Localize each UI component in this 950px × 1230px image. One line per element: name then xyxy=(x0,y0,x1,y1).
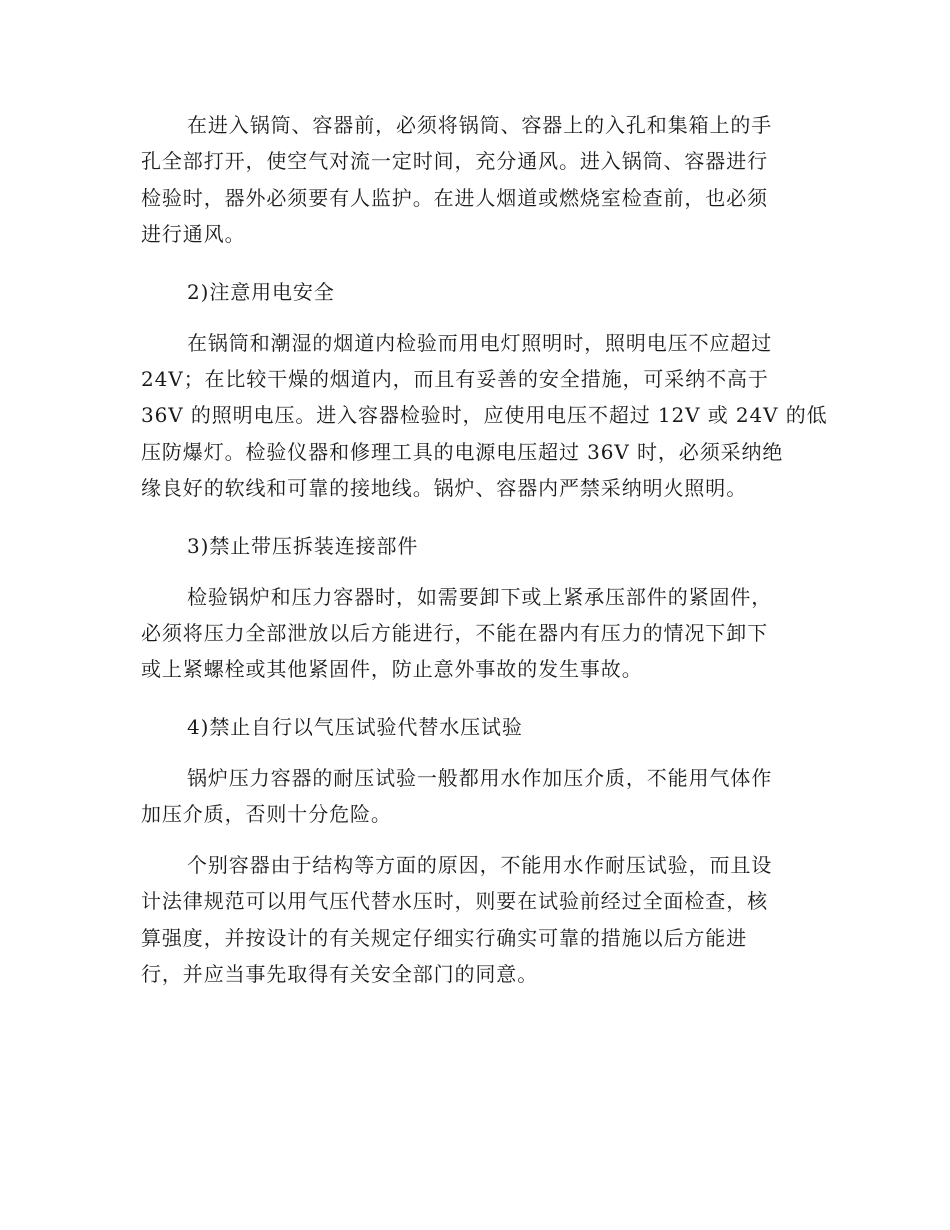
section-heading: 2)注意用电安全 xyxy=(187,280,335,304)
text-line: 锅炉压力容器的耐压试验一般都用水作加压介质，不能用气体作 xyxy=(187,766,773,790)
text-line: 检验锅炉和压力容器时，如需要卸下或上紧承压部件的紧固件， xyxy=(187,585,773,609)
text-line: 压防爆灯。检验仪器和修理工具的电源电压超过 36V 时，必须采纳绝 xyxy=(141,440,784,464)
text-line: 算强度，并按设计的有关规定仔细实行确实可靠的措施以后方能进 xyxy=(141,926,748,950)
text-line: 在锅筒和潮湿的烟道内检验而用电灯照明时，照明电压不应超过 xyxy=(187,331,773,355)
text-line: 必须将压力全部泄放以后方能进行，不能在器内有压力的情况下卸下 xyxy=(141,621,768,645)
text-line: 缘良好的软线和可靠的接地线。锅炉、容器内严禁采纳明火照明。 xyxy=(141,476,748,500)
text-line: 计法律规范可以用气压代替水压时，则要在试验前经过全面检查，核 xyxy=(141,889,768,913)
text-line: 在进入锅筒、容器前，必须将锅筒、容器上的入孔和集箱上的手 xyxy=(187,113,773,137)
text-line: 检验时，器外必须要有人监护。在进人烟道或燃烧室检查前，也必须 xyxy=(141,186,768,210)
text-line: 36V 的照明电压。进入容器检验时，应使用电压不超过 12V 或 24V 的低 xyxy=(141,403,828,427)
text-line: 24V；在比较干燥的烟道内，而且有妥善的安全措施，可采纳不高于 xyxy=(141,367,769,391)
text-line: 或上紧螺栓或其他紧固件，防止意外事故的发生事故。 xyxy=(141,657,643,681)
text-line: 行，并应当事先取得有关安全部门的同意。 xyxy=(141,962,539,986)
text-line: 进行通风。 xyxy=(141,222,246,246)
text-line: 孔全部打开，使空气对流一定时间，充分通风。进入锅筒、容器进行 xyxy=(141,149,768,173)
section-heading: 3)禁止带压拆装连接部件 xyxy=(187,534,419,558)
text-line: 个别容器由于结构等方面的原因，不能用水作耐压试验，而且设 xyxy=(187,853,773,877)
text-line: 加压介质，否则十分危险。 xyxy=(141,802,392,826)
section-heading: 4)禁止自行以气压试验代替水压试验 xyxy=(187,715,523,739)
